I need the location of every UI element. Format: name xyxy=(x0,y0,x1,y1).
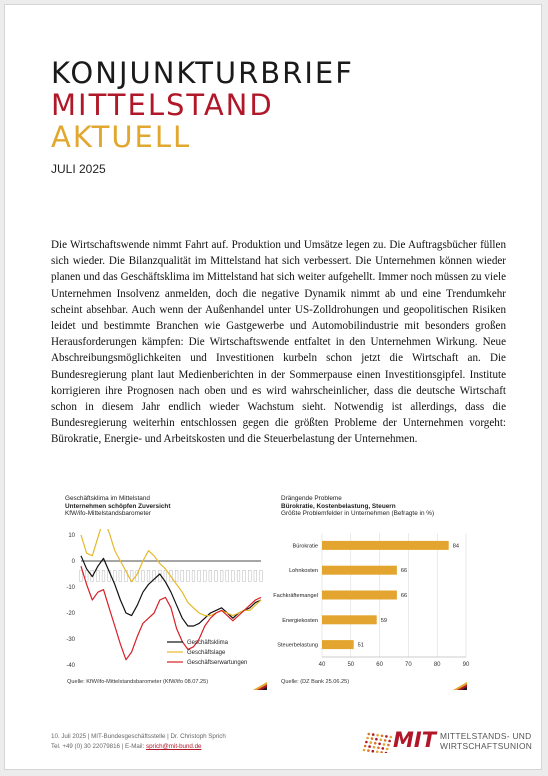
logo-dot xyxy=(386,748,389,751)
bar-energiekosten xyxy=(322,615,377,624)
footer-line-2 xyxy=(51,743,201,750)
problems-chart-subtitle: Bürokratie, Kostenbelastung, Steuern xyxy=(281,502,396,510)
corner-flag-icon xyxy=(251,681,269,691)
title-mittelstand: MITTELSTAND xyxy=(51,88,274,122)
logo-dot xyxy=(387,744,390,747)
x-tick-label: 50 xyxy=(347,662,355,668)
logo-dot xyxy=(385,735,388,738)
logo-swoosh-icon xyxy=(361,729,393,753)
category-label: Energiekosten xyxy=(282,617,318,624)
logo-dot xyxy=(367,749,370,752)
document-page xyxy=(4,4,542,770)
data-label: 66 xyxy=(400,593,408,599)
corner-flag-icon xyxy=(451,681,469,691)
y-tick-label: -40 xyxy=(66,663,75,669)
month-label-mark xyxy=(141,570,144,581)
category-label: Lohnkosten xyxy=(289,568,318,575)
legend-label-gesch-ftsklima: Geschäftsklima xyxy=(187,640,229,646)
logo-dot xyxy=(390,736,393,739)
y-tick-label: -30 xyxy=(66,637,75,643)
series-line-gesch-ftserwartungen xyxy=(81,566,261,660)
logo-dot xyxy=(368,733,371,736)
x-tick-label: 90 xyxy=(462,662,470,668)
bar-steuerbelastung xyxy=(322,640,354,649)
mit-logo xyxy=(361,729,542,755)
month-label-mark xyxy=(226,570,229,581)
month-label-mark xyxy=(198,570,201,581)
y-tick-label: 0 xyxy=(71,559,75,565)
x-tick-label: 80 xyxy=(433,662,441,668)
intro-paragraph: Die Wirtschaftswende nimmt Fahrt auf. Produktion und Umsätze legen zu. Die Auftragsbücher füllen sich wieder. Die Bilanzqualität im Mittelstand hat sich verbessert. Die Unternehmen können wieder planen und das Geschäftsklima im Mittelstand hat sich weiter aufgehellt. Immer noch müssen zu viele Unternehmen Insolvenz anmelden, doch die negative Dynamik nimmt ab und eine Trendumkehr scheint absehbar. Auch wenn der Außenhandel unter US-Zolldrohungen und geopolitischen Risiken leidet und bestimmte Branchen wie Gastgewerbe und Automobilindustrie mit besonders großen Herausforderungen kämpfen: Die Wirtschaftswende entfaltet in den Unternehmen Wirkung. Neue Abschreibungsmöglichkeiten und Investitionen kurbeln schon jetzt die Wirtschaft an. Die Bundesregierung plant laut Medienberichten in der Sommerpause einen Investitionsgipfel. Institute korrigieren ihre Prognosen nach oben und es wird wahrscheinlicher, dass die deutsche Wirtschaft schon in diesem Jahr endlich wieder Wachstum sieht. Notwendig ist allerdings, dass die Bundesregierung weiterhin entschlossen gegen die größten Probleme der Unternehmen vorgeht: Bürokratie, Energie- und Arbeitskosten und die Steuerbelastung der Unternehmen. xyxy=(51,239,506,446)
category-label: Steuerbelastung xyxy=(277,642,318,649)
logo-dot xyxy=(380,751,383,753)
month-label-mark xyxy=(96,570,99,581)
logo-dot xyxy=(363,749,366,752)
logo-dot xyxy=(377,747,380,750)
logo-dot xyxy=(368,745,371,748)
climate-chart-header xyxy=(65,495,170,518)
logo-dot xyxy=(388,740,391,743)
problems-chart-title: Drängende Probleme xyxy=(281,495,342,502)
climate-line-chart xyxy=(55,529,275,675)
month-label-mark xyxy=(192,570,195,581)
logo-text xyxy=(440,731,532,751)
month-label-mark xyxy=(254,570,257,581)
x-tick-label: 70 xyxy=(405,662,412,668)
logo-dot xyxy=(382,747,385,750)
category-label: Bürokratie xyxy=(292,543,318,550)
month-label-mark xyxy=(237,570,240,581)
month-label-mark xyxy=(102,570,105,581)
footer-line-1: 10. Juli 2025 | MIT-Bundesgeschäftsstelle | Dr. Christoph Sprich xyxy=(51,733,226,740)
month-label-mark xyxy=(243,570,246,581)
logo-dot xyxy=(384,739,387,742)
logo-dot xyxy=(365,741,368,744)
legend-label-gesch-ftslage: Geschäftslage xyxy=(187,650,226,656)
bar-fachkr-ftemangel xyxy=(322,591,397,600)
data-label: 59 xyxy=(380,617,387,624)
title-aktuell: AKTUELL xyxy=(51,120,192,154)
month-label-mark xyxy=(80,570,83,581)
logo-dot xyxy=(376,734,379,737)
data-label: 66 xyxy=(400,568,408,575)
problems-bar-chart xyxy=(261,529,481,675)
month-label-mark xyxy=(147,570,150,581)
logo-dot xyxy=(385,752,388,753)
x-tick-label: 40 xyxy=(318,662,326,668)
y-tick-label: -20 xyxy=(66,611,75,617)
logo-dot xyxy=(364,745,367,748)
logo-dot xyxy=(375,738,378,741)
logo-dot xyxy=(373,746,376,749)
issue-date: JULI 2025 xyxy=(51,162,106,176)
data-label: 84 xyxy=(452,543,459,550)
logo-dot xyxy=(372,733,375,736)
logo-dot xyxy=(366,737,369,740)
logo-dot xyxy=(378,743,381,746)
bar-b-rokratie xyxy=(322,541,449,550)
logo-mark: MIT xyxy=(393,728,437,752)
logo-dot xyxy=(376,751,379,754)
month-label-mark xyxy=(248,570,251,581)
logo-dot xyxy=(370,741,373,744)
title-konjunkturbrief: KONJUNKTURBRIEF xyxy=(51,56,354,90)
month-label-mark xyxy=(175,570,178,581)
footer-phone: Tel. +49 (0) 30 22079816 | E-Mail: xyxy=(51,743,146,750)
month-label-mark xyxy=(231,570,234,581)
logo-line-1: MITTELSTANDS- UND xyxy=(440,731,532,741)
climate-chart-title: Geschäftsklima im Mittelstand xyxy=(65,495,150,502)
logo-dot xyxy=(371,737,374,740)
logo-dot xyxy=(383,743,386,746)
category-label: Fachkräftemangel xyxy=(273,593,318,599)
footer-email-link[interactable]: sprich@mit-bund.de xyxy=(146,743,202,750)
month-label-mark xyxy=(181,570,184,581)
month-label-mark xyxy=(119,570,122,581)
month-label-mark xyxy=(113,570,116,581)
climate-chart-subtitle: Unternehmen schöpfen Zuversicht xyxy=(65,502,171,510)
month-label-mark xyxy=(203,570,206,581)
y-tick-label: 10 xyxy=(68,533,75,539)
problems-chart-note: Größte Problemfelder in Unternehmen (Befragte in %) xyxy=(281,510,435,518)
logo-dot xyxy=(372,750,375,753)
x-tick-label: 60 xyxy=(376,662,383,668)
problems-chart-source: Quelle: (DZ Bank 25.06.25) xyxy=(281,679,350,685)
logo-line-2: WIRTSCHAFTSUNION xyxy=(440,741,533,751)
climate-chart-note: KfW/ifo-Mittelstandsbarometer xyxy=(65,510,151,518)
month-label-mark xyxy=(186,570,189,581)
month-label-mark xyxy=(220,570,223,581)
climate-chart-source: Quelle: KfW/ifo-Mittelstandsbarometer (KfW/ifo 08.07.25) xyxy=(67,679,209,685)
logo-dot xyxy=(380,739,383,742)
data-label: 51 xyxy=(357,642,364,649)
legend-label-gesch-ftserwartungen: Geschäftserwartungen xyxy=(187,660,248,666)
bar-lohnkosten xyxy=(322,566,397,575)
logo-dot xyxy=(374,742,377,745)
y-tick-label: -10 xyxy=(66,585,75,591)
month-label-mark xyxy=(215,570,218,581)
logo-dot xyxy=(381,735,384,738)
month-label-mark xyxy=(209,570,212,581)
problems-chart-header xyxy=(281,495,434,518)
